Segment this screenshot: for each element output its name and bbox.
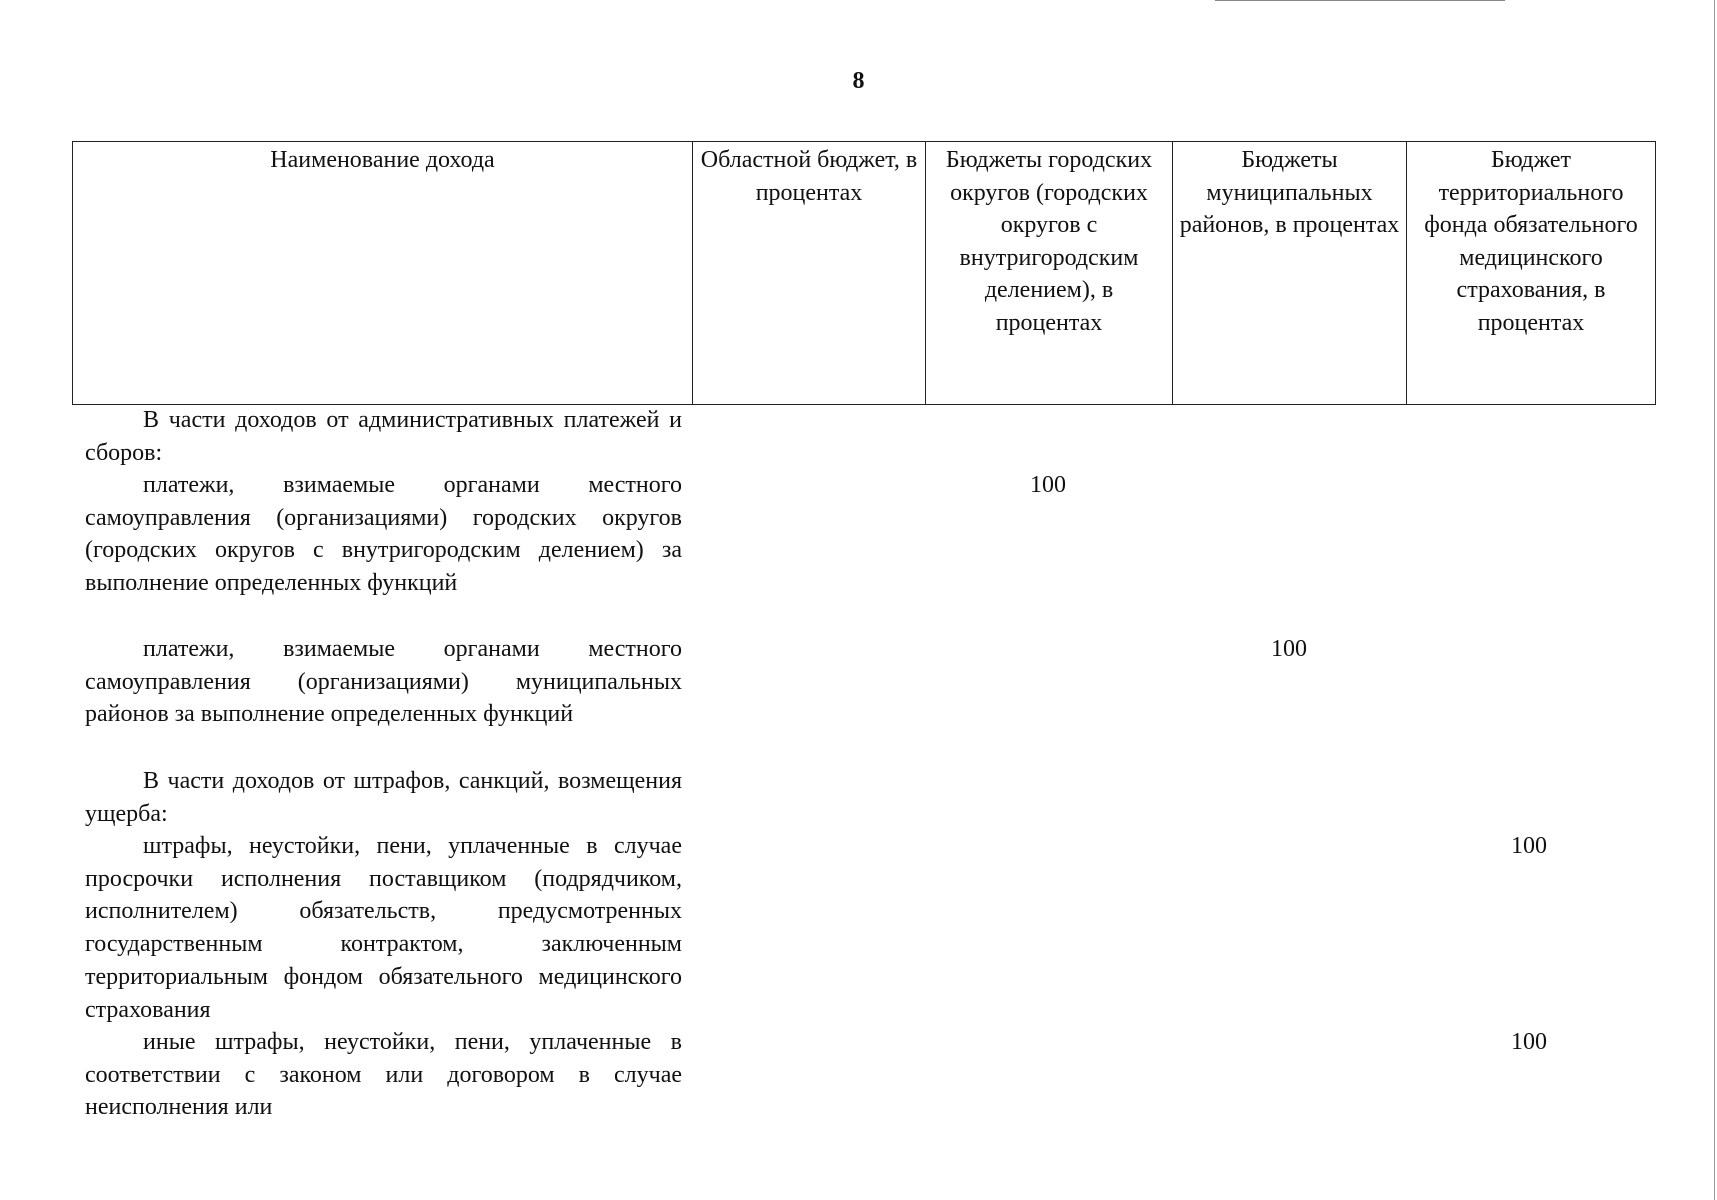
- tfoms-value: 100: [1511, 833, 1547, 859]
- header-municipal-district-budgets: Бюджеты муниципальных районов, в процентах: [1173, 142, 1407, 405]
- revenue-name-cell: иные штрафы, неустойки, пени, уплаченные в соответствии с законом или договором в случае неисполнения или: [85, 1029, 682, 1121]
- header-city-district-budgets: Бюджеты городских округов (городских округов с внутригородским делением), в процентах: [926, 142, 1173, 405]
- revenue-name-cell: В части доходов от штрафов, санкций, возмещения ущерба:: [85, 768, 682, 827]
- revenue-name-cell: штрафы, неустойки, пени, уплаченные в случае просрочки исполнения поставщиком (подрядчиком, исполнителем) обязательств, предусмотренных государственным контрактом, заключенным территориальным фондом обязательного медицинского страхования: [85, 833, 682, 1023]
- scan-right-edge: [1714, 0, 1715, 1200]
- municipal-district-value: 100: [1271, 636, 1307, 662]
- scan-top-line: [1215, 0, 1505, 1]
- city-district-value: 100: [1030, 472, 1066, 498]
- revenue-distribution-table-header: [72, 141, 1656, 405]
- revenue-name-cell: платежи, взимаемые органами местного самоуправления (организациями) городских округов (городских округов с внутригородским делением) за выполнение определенных функций: [85, 472, 682, 597]
- header-regional-budget: Областной бюджет, в процентах: [693, 142, 926, 405]
- tfoms-value: 100: [1511, 1029, 1547, 1055]
- header-row: [73, 142, 1656, 405]
- revenue-name-cell: В части доходов от административных платежей и сборов:: [85, 407, 682, 466]
- header-revenue-name: Наименование дохода: [73, 142, 693, 405]
- page-number: 8: [852, 68, 865, 94]
- header-tfoms-budget: Бюджет территориального фонда обязательного медицинского страхования, в процентах: [1407, 142, 1656, 405]
- revenue-name-cell: платежи, взимаемые органами местного самоуправления (организациями) муниципальных районов за выполнение определенных функций: [85, 636, 682, 728]
